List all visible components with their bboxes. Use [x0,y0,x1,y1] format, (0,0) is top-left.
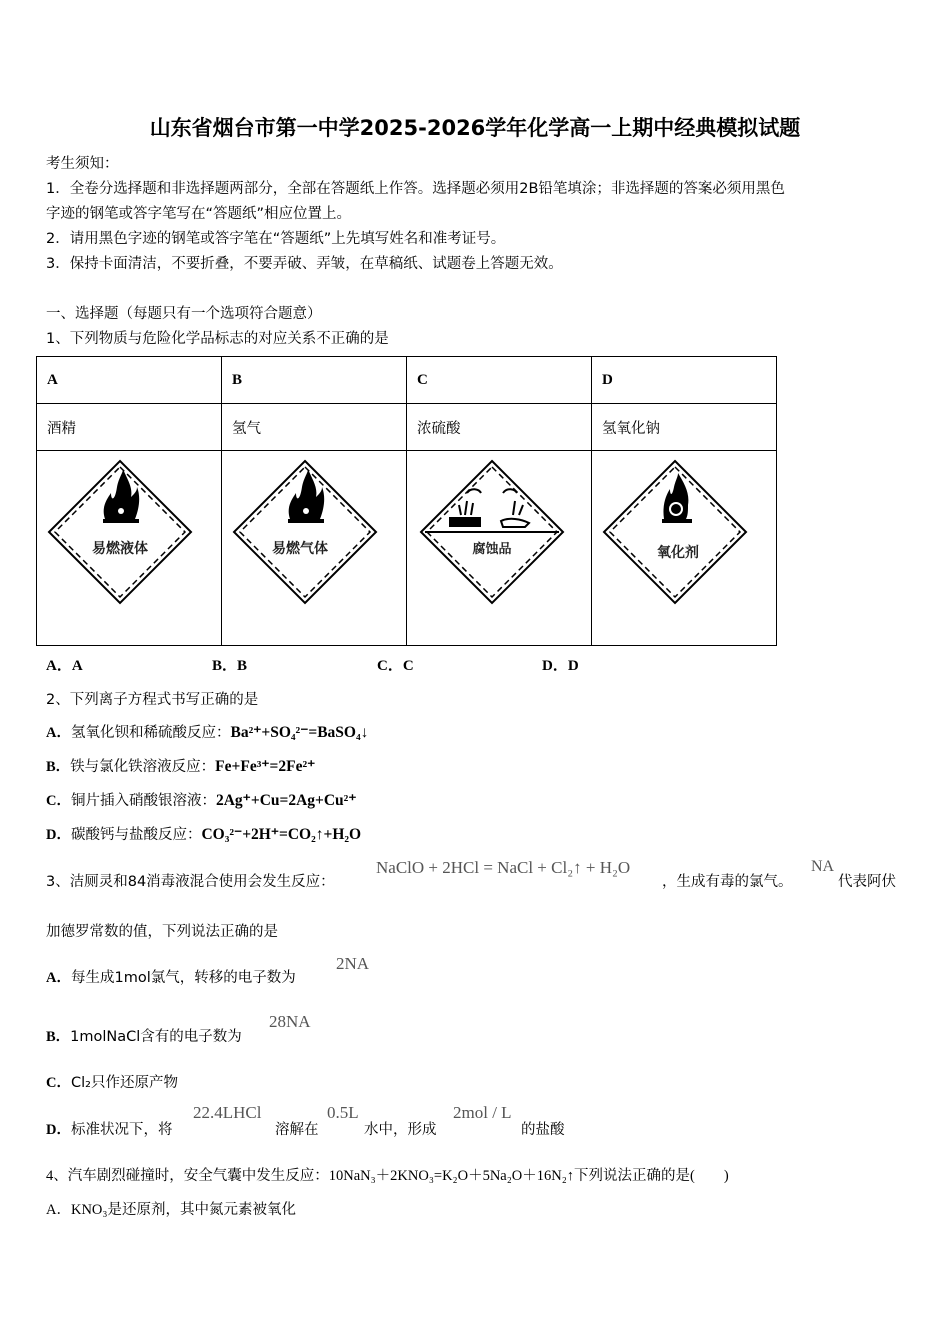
sign-cell-b [222,451,407,646]
notice-item: 字迹的钢笔或答字笔写在“答题纸”相应位置上。 [46,206,352,222]
question-1-stem: 1、下列物质与危险化学品标志的对应关系不正确的是 [46,331,389,347]
section-heading: 一、选择题（每题只有一个选项符合题意） [46,306,322,322]
sign-cell-d [592,451,777,646]
svg-text:易燃气体: 易燃气体 [272,541,328,557]
table-header-d: D [592,357,777,404]
q3-stem-mid: ，生成有毒的氯气。 [662,874,793,890]
table-header-b: B [222,357,407,404]
sign-cell-c [407,451,592,646]
substance-c: 浓硫酸 [407,404,592,451]
flammable-liquid-icon [45,457,195,607]
q3-option-c[interactable]: C．Cl₂只作还原产物 [46,1075,178,1091]
q4-option-a[interactable]: A．KNO₃是还原剂，其中氮元素被氧化 [46,1202,296,1218]
notice-item: 2．请用黑色字迹的钢笔或答字笔在“答题纸”上先填写姓名和准考证号。 [46,231,506,247]
question-3-stem: 3、洁厕灵和84消毒液混合使用会发生反应： [46,874,335,890]
flammable-gas-icon [230,457,380,607]
oxidizer-icon [600,457,750,607]
q3-option-d-math2: 0.5L [327,1103,359,1122]
question-4-stem: 4、汽车剧烈碰撞时，安全气囊中发生反应：10NaN₃＋2KNO₃=K₂O＋5Na₂O＋16N₂↑下列说法正确的是( ) [46,1168,729,1184]
q3-equation: NaClO + 2HCl = NaCl + Cl₂↑ + H₂O [376,858,631,877]
notice-item: 1．全卷分选择题和非选择题两部分，全部在答题纸上作答。选择题必须用2B铅笔填涂；非选择题的答案必须用黑色 [46,181,785,197]
table-header-c: C [407,357,592,404]
q1-option-a[interactable]: A．A [46,658,83,674]
page-title: 山东省烟台市第一中学2025-2026学年化学高一上期中经典模拟试题 [149,116,801,140]
sign-cell-a [37,451,222,646]
q3-option-b[interactable]: B．1molNaCl含有的电子数为 [46,1029,242,1045]
svg-text:腐蚀品: 腐蚀品 [472,542,512,557]
q3-option-d-math3: 2mol / L [453,1103,512,1122]
substance-b: 氢气 [222,404,407,451]
substance-a: 酒精 [37,404,222,451]
q3-stem-line2: 加德罗常数的值，下列说法正确的是 [46,924,278,940]
question-2-stem: 2、下列离子方程式书写正确的是 [46,692,259,708]
q3-option-d-text3: 水中，形成 [364,1122,437,1138]
corrosive-icon [417,457,567,607]
table-header-a: A [37,357,222,404]
q3-option-d-math1: 22.4LHCl [193,1103,262,1122]
q3-option-d[interactable]: D．标准状况下，将 [46,1122,173,1138]
q2-option-b[interactable]: B．铁与氯化铁溶液反应：Fe+Fe³⁺=2Fe²⁺ [46,758,316,775]
q2-option-d[interactable]: D．碳酸钙与盐酸反应：CO₃²⁻+2H⁺=CO₂↑+H₂O [46,826,362,843]
svg-text:氧化剂: 氧化剂 [657,545,699,561]
q3-stem-suffix: 代表阿伏 [838,874,896,890]
substance-d: 氢氧化钠 [592,404,777,451]
svg-text:易燃液体: 易燃液体 [92,541,148,557]
q3-option-a[interactable]: A．每生成1mol氯气，转移的电子数为 [46,970,296,986]
notice-heading: 考生须知： [46,156,119,172]
notice-item: 3．保持卡面清洁，不要折叠，不要弄破、弄皱，在草稿纸、试题卷上答题无效。 [46,256,563,272]
q3-option-d-text4: 的盐酸 [521,1122,565,1138]
q3-option-d-text2: 溶解在 [275,1122,319,1138]
q1-option-d[interactable]: D．D [542,658,579,674]
q1-option-c[interactable]: C．C [377,658,414,674]
q2-option-c[interactable]: C．铜片插入硝酸银溶液：2Ag⁺+Cu=2Ag+Cu²⁺ [46,792,357,809]
q3-option-b-math: 28NA [269,1012,311,1031]
q2-option-a[interactable]: A．氢氧化钡和稀硫酸反应：Ba²⁺+SO₄²⁻=BaSO₄↓ [46,724,369,741]
q1-option-b[interactable]: B．B [212,658,248,674]
q3-na-symbol: NA [811,858,835,875]
q3-option-a-math: 2NA [336,954,370,973]
hazard-table [36,356,777,646]
